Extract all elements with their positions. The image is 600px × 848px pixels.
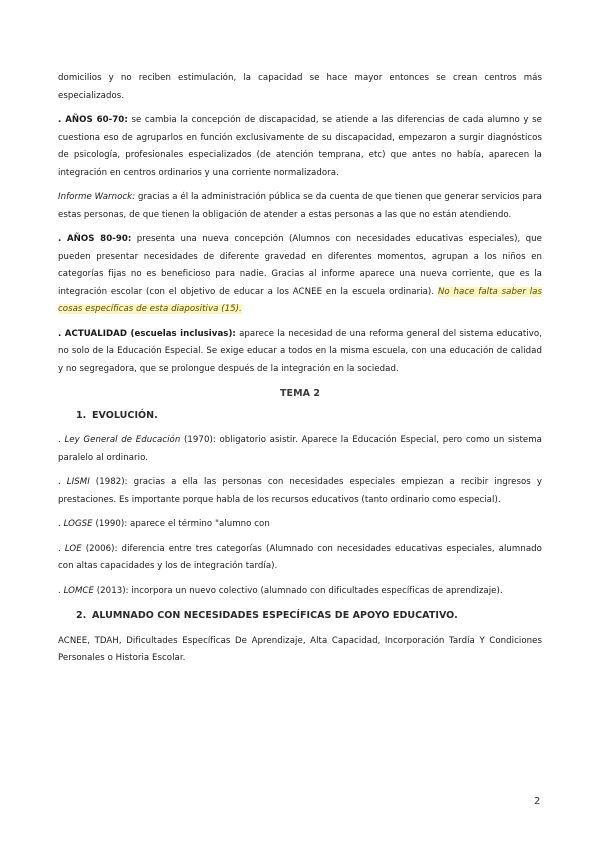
paragraph-anos-60-70: [58, 112, 542, 182]
law-item: [58, 516, 542, 534]
law-name: LOMCE: [63, 585, 94, 596]
paragraph-intro: domicilios y no reciben estimulación, la capacidad se hace mayor entonces se crean centros más especializados.: [58, 73, 542, 101]
document-page: [58, 70, 542, 675]
section-title: ALUMNADO CON NECESIDADES ESPECÍFICAS DE APOYO EDUCATIVO.: [92, 610, 458, 621]
law-text: (1970): obligatorio asistir. Aparece la Educación Especial, pero como un sistema paralelo al ordinario.: [58, 435, 542, 463]
section-title: EVOLUCIÓN.: [92, 409, 158, 421]
paragraph-lead: . ACTUALIDAD (escuelas inclusivas):: [58, 328, 236, 339]
section-heading-alumnado: [76, 607, 542, 625]
paragraph-lead: . AÑOS 60-70:: [58, 115, 128, 125]
law-item: [58, 583, 542, 601]
paragraph-text: aparece la necesidad de una reforma general del sistema educativo, no solo de la Educación Especial. Se exige educar a todos en la misma escuela, con una educación de calidad y no segregadora, que se prolongue después de la integración en la sociedad.: [58, 328, 542, 374]
paragraph-categories: ACNEE, TDAH, Dificultades Específicas De Aprendizaje, Alta Capacidad, Incorporación Tardía Y Condiciones Personales o Historia Escolar.: [58, 635, 542, 663]
paragraph-actualidad: [58, 326, 542, 379]
paragraph-lead: Informe Warnock:: [58, 192, 136, 202]
paragraph-informe-warnock: [58, 189, 542, 224]
tema-title: TEMA 2: [280, 388, 320, 399]
law-prefix: .: [58, 477, 67, 487]
law-item: [58, 474, 542, 509]
section-heading-evolucion: [76, 407, 542, 425]
paragraph-text: se cambia la concepción de discapacidad, se atiende a las diferencias de cada alumno y se cuestiona eso de agruparlos en función exclusivamente de su discapacidad, empezaron a surgir diagnósticos de psicología, profesionales especializados (de atención temprana, etc) que antes no había, aparecen la integración en centros ordinarios y una corriente normalizadora.: [58, 115, 542, 178]
law-text: (2013): incorpora un nuevo colectivo (alumnado con dificultades específicas de aprendizaje).: [93, 585, 503, 596]
law-text: (2006): diferencia entre tres categorías (Alumnado con necesidades educativas especiales, alumnado con altas capacidades y los de integración tardía).: [58, 543, 542, 571]
section-number: 1.: [76, 409, 87, 421]
highlight-note: No hace falta saber las cosas específicas de esta diapositiva (15).: [58, 286, 543, 314]
law-name: Ley General de Educación: [64, 435, 181, 445]
page-number: 2: [534, 796, 541, 807]
law-item: [58, 432, 542, 467]
paragraph-text: presenta una nueva concepción (Alumnos con necesidades educativas especiales), que pueden presentar necesidades de diferente gravedad en diferentes momentos, agrupan a los niños en categorías fijas no es beneficioso para nadie. Gracias al informe aparece una nueva corriente, que es la integración escolar (con el objetivo de educar a los ACNEE en la escuela ordinaria).: [58, 234, 542, 297]
law-text: (1982): gracias a ella las personas con necesidades especiales empiezan a recibir ingresos y prestaciones. Es importante porque habla de los recursos educativos (tanto ordinario como especial).: [58, 477, 542, 505]
paragraph-anos-80-90: [58, 231, 542, 319]
paragraph-lead: . AÑOS 80-90:: [58, 234, 132, 244]
section-number: 2.: [76, 610, 87, 621]
paragraph-text: gracias a él la administración pública se da cuenta de que tienen que generar servicios para estas personas, de que tienen la obligación de atender a estas personas a las que no están atendiendo.: [58, 192, 542, 220]
law-item: [58, 541, 542, 576]
law-prefix: .: [58, 519, 64, 529]
law-prefix: .: [58, 585, 64, 596]
law-name: LOE: [64, 543, 82, 554]
law-name: LISMI: [66, 477, 90, 487]
law-prefix: .: [58, 543, 65, 554]
law-text: (1990): aparece el término "alumno con: [92, 519, 270, 529]
law-prefix: .: [58, 435, 65, 445]
law-name: LOGSE: [63, 519, 93, 529]
